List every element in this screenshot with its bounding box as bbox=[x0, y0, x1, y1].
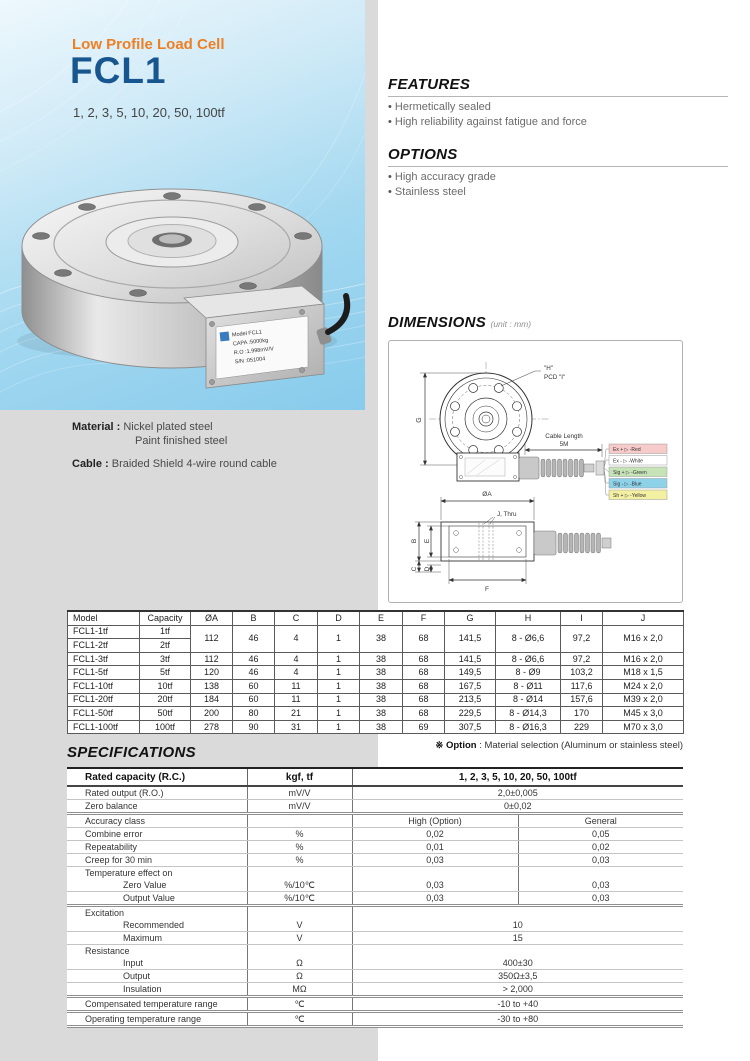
spec-unit-cell bbox=[247, 814, 352, 828]
dim-c-label: C bbox=[411, 566, 418, 572]
spec-unit-cell: % bbox=[247, 854, 352, 867]
svg-text:CAPA :5000kg: CAPA :5000kg bbox=[232, 337, 269, 348]
material-info bbox=[72, 420, 277, 471]
dim-value-cell: M39 x 2,0 bbox=[603, 693, 684, 707]
dim-value-cell: 68 bbox=[403, 666, 445, 680]
dim-value-cell: 80 bbox=[233, 707, 275, 721]
spec-param-cell: Output bbox=[67, 970, 247, 983]
thru-label: J, Thru bbox=[497, 511, 517, 518]
spec-value-cell: 0±0,02 bbox=[352, 800, 683, 814]
wire-label: Ex + ▷ -Red bbox=[613, 447, 641, 453]
spec-table-row bbox=[67, 828, 683, 841]
cable-length-value: 5M bbox=[559, 441, 569, 448]
dim-value-cell: 31 bbox=[275, 720, 318, 734]
dim-value-cell: 4 bbox=[275, 625, 318, 652]
spec-unit-cell: Ω bbox=[247, 970, 352, 983]
dim-column-header: B bbox=[233, 611, 275, 625]
spec-value-high-cell: High (Option) bbox=[352, 814, 518, 828]
option-note: ※ Option : Material selection (Aluminum or stainless steel) bbox=[435, 740, 683, 751]
dim-value-cell: 184 bbox=[191, 693, 233, 707]
dim-value-cell: 149,5 bbox=[445, 666, 496, 680]
dim-capacity-cell: 20tf bbox=[140, 693, 191, 707]
dimensions-title: DIMENSIONS (unit : mm) bbox=[388, 314, 532, 331]
dim-value-cell: 278 bbox=[191, 720, 233, 734]
dim-value-cell: 141,5 bbox=[445, 625, 496, 652]
dim-value-cell: 38 bbox=[360, 720, 403, 734]
dim-g-label: G bbox=[416, 417, 423, 423]
dim-value-cell: 90 bbox=[233, 720, 275, 734]
dim-value-cell: 103,2 bbox=[561, 666, 603, 680]
spec-unit-cell: mV/V bbox=[247, 800, 352, 814]
spec-value-general-cell: 0,03 bbox=[518, 879, 683, 892]
capacity-range-label: 1, 2, 3, 5, 10, 20, 50, 100tf bbox=[73, 105, 225, 120]
material-value-1: Nickel plated steel bbox=[123, 421, 213, 433]
spec-param-cell: Repeatability bbox=[67, 841, 247, 854]
spec-unit-cell: %/10℃ bbox=[247, 879, 352, 892]
spec-table-row bbox=[67, 919, 683, 932]
dim-value-cell: 38 bbox=[360, 679, 403, 693]
spec-table-row bbox=[67, 867, 683, 880]
spec-table-row bbox=[67, 957, 683, 970]
spec-param-cell: Accuracy class bbox=[67, 814, 247, 828]
spec-table-row bbox=[67, 906, 683, 920]
dim-oa-label: ØA bbox=[482, 491, 492, 498]
dim-value-cell: 8 - Ø16,3 bbox=[496, 720, 561, 734]
wire-label: Sig - ▷ -Blue bbox=[613, 481, 642, 488]
spec-value-cell: 350Ω±3,5 bbox=[352, 970, 683, 983]
wire-label: Sh + ▷ -Yellow bbox=[613, 493, 646, 499]
svg-text:S/N :051004: S/N :051004 bbox=[234, 356, 266, 366]
features-underline bbox=[388, 96, 728, 97]
spec-param-cell: Operating temperature range bbox=[67, 1012, 247, 1027]
dim-value-cell: 38 bbox=[360, 693, 403, 707]
dim-model-cell: FCL1-5tf bbox=[68, 666, 140, 680]
spec-unit-cell bbox=[247, 945, 352, 958]
dim-value-cell: M45 x 3,0 bbox=[603, 707, 684, 721]
dim-value-cell: 38 bbox=[360, 652, 403, 666]
wire-label: Ex - ▷ -White bbox=[613, 458, 643, 465]
dim-value-cell: 138 bbox=[191, 679, 233, 693]
dim-column-header: J bbox=[603, 611, 684, 625]
dim-value-cell: 38 bbox=[360, 666, 403, 680]
dim-value-cell: 1 bbox=[318, 720, 360, 734]
dim-value-cell: 8 - Ø9 bbox=[496, 666, 561, 680]
dim-value-cell: 68 bbox=[403, 679, 445, 693]
cable-length-label: Cable Length bbox=[545, 433, 583, 440]
spec-value-general-cell: 0,05 bbox=[518, 828, 683, 841]
spec-unit-cell: ℃ bbox=[247, 997, 352, 1012]
spec-table-row bbox=[67, 892, 683, 906]
spec-param-cell: Recommended bbox=[67, 919, 247, 932]
spec-header-unit: kgf, tf bbox=[247, 768, 352, 786]
dim-value-cell: 46 bbox=[233, 652, 275, 666]
dim-value-cell: 11 bbox=[275, 693, 318, 707]
spec-value-general-cell: 0,02 bbox=[518, 841, 683, 854]
material-label: Material : bbox=[72, 421, 121, 433]
dim-table-row bbox=[68, 693, 684, 707]
dim-d-label: D bbox=[424, 566, 431, 572]
spec-table-row bbox=[67, 814, 683, 828]
spec-table-row bbox=[67, 1012, 683, 1027]
dim-table-row bbox=[68, 666, 684, 680]
dim-value-cell: 46 bbox=[233, 666, 275, 680]
dim-table-row bbox=[68, 679, 684, 693]
dim-capacity-cell: 100tf bbox=[140, 720, 191, 734]
dim-column-header: C bbox=[275, 611, 318, 625]
dim-value-cell: 46 bbox=[233, 625, 275, 652]
dimensions-table bbox=[67, 610, 684, 734]
dim-value-cell: M18 x 1,5 bbox=[603, 666, 684, 680]
spec-value-high-cell: 0,03 bbox=[352, 854, 518, 867]
dim-column-header: G bbox=[445, 611, 496, 625]
spec-value-high-cell bbox=[352, 867, 518, 880]
dim-value-cell: 8 - Ø6,6 bbox=[496, 652, 561, 666]
dim-value-cell: 69 bbox=[403, 720, 445, 734]
spec-unit-cell: % bbox=[247, 841, 352, 854]
dim-value-cell: M70 x 3,0 bbox=[603, 720, 684, 734]
spec-param-cell: Insulation bbox=[67, 983, 247, 997]
dim-value-cell: 112 bbox=[191, 652, 233, 666]
dim-value-cell: 120 bbox=[191, 666, 233, 680]
spec-value-cell: 400±30 bbox=[352, 957, 683, 970]
dim-model-cell: FCL1-20tf bbox=[68, 693, 140, 707]
spec-table-row bbox=[67, 970, 683, 983]
dim-value-cell: 68 bbox=[403, 707, 445, 721]
dim-model-cell: FCL1-10tf bbox=[68, 679, 140, 693]
dim-value-cell: 4 bbox=[275, 652, 318, 666]
dim-capacity-cell: 50tf bbox=[140, 707, 191, 721]
spec-value-cell bbox=[352, 945, 683, 958]
dim-model-cell: FCL1-50tf bbox=[68, 707, 140, 721]
spec-value-cell: 10 bbox=[352, 919, 683, 932]
dim-value-cell: 4 bbox=[275, 666, 318, 680]
spec-param-cell: Input bbox=[67, 957, 247, 970]
dim-model-cell: FCL1-1tf bbox=[68, 625, 140, 639]
spec-table-row bbox=[67, 932, 683, 945]
dim-value-cell: 68 bbox=[403, 625, 445, 652]
spec-param-cell: Rated output (R.O.) bbox=[67, 786, 247, 800]
dimensions-drawing bbox=[389, 341, 682, 602]
spec-value-general-cell bbox=[518, 867, 683, 880]
options-title: OPTIONS bbox=[388, 146, 458, 163]
spec-param-cell: Output Value bbox=[67, 892, 247, 906]
hole-count-label: "H" bbox=[544, 365, 554, 372]
dim-value-cell: 157,6 bbox=[561, 693, 603, 707]
spec-table-row bbox=[67, 854, 683, 867]
dim-capacity-cell: 5tf bbox=[140, 666, 191, 680]
dim-f-label: F bbox=[485, 586, 489, 593]
product-type-label: Low Profile Load Cell bbox=[72, 36, 225, 53]
pcd-label: PCD "I" bbox=[544, 374, 566, 381]
material-value-2: Paint finished steel bbox=[135, 435, 228, 447]
dim-value-cell: 97,2 bbox=[561, 652, 603, 666]
dim-value-cell: 68 bbox=[403, 693, 445, 707]
option-item: • High accuracy grade bbox=[388, 170, 728, 185]
feature-item: • Hermetically sealed bbox=[388, 100, 728, 115]
cable-label: Cable : bbox=[72, 458, 109, 470]
dim-value-cell: 213,5 bbox=[445, 693, 496, 707]
spec-table-header bbox=[67, 768, 683, 786]
dim-model-cell: FCL1-2tf bbox=[68, 639, 140, 653]
dim-value-cell: 11 bbox=[275, 679, 318, 693]
spec-header-value: 1, 2, 3, 5, 10, 20, 50, 100tf bbox=[352, 768, 683, 786]
spec-value-high-cell: 0,02 bbox=[352, 828, 518, 841]
dim-value-cell: 38 bbox=[360, 625, 403, 652]
dim-value-cell: 8 - Ø14,3 bbox=[496, 707, 561, 721]
dim-value-cell: 167,5 bbox=[445, 679, 496, 693]
dim-table-row bbox=[68, 707, 684, 721]
dim-table-row bbox=[68, 652, 684, 666]
dim-value-cell: 170 bbox=[561, 707, 603, 721]
svg-text:Model FCL1: Model FCL1 bbox=[231, 329, 263, 339]
specifications-table bbox=[67, 767, 683, 1028]
spec-value-general-cell: General bbox=[518, 814, 683, 828]
spec-value-cell bbox=[352, 906, 683, 920]
dim-capacity-cell: 2tf bbox=[140, 639, 191, 653]
model-title: FCL1 bbox=[70, 50, 167, 91]
dim-value-cell: 97,2 bbox=[561, 625, 603, 652]
dim-column-header: I bbox=[561, 611, 603, 625]
spec-param-cell: Zero Value bbox=[67, 879, 247, 892]
spec-value-general-cell: 0,03 bbox=[518, 854, 683, 867]
dimensions-table-body bbox=[68, 625, 684, 734]
spec-unit-cell: Ω bbox=[247, 957, 352, 970]
option-item: • Stainless steel bbox=[388, 185, 728, 200]
spec-unit-cell: V bbox=[247, 932, 352, 945]
dim-value-cell: 60 bbox=[233, 693, 275, 707]
dim-column-header: ØA bbox=[191, 611, 233, 625]
dim-value-cell: 141,5 bbox=[445, 652, 496, 666]
spec-table-row bbox=[67, 786, 683, 800]
features-title: FEATURES bbox=[388, 76, 471, 93]
spec-value-cell: -10 to +40 bbox=[352, 997, 683, 1012]
dim-value-cell: 307,5 bbox=[445, 720, 496, 734]
spec-value-cell: > 2,000 bbox=[352, 983, 683, 997]
dim-capacity-cell: 10tf bbox=[140, 679, 191, 693]
unit-note: (unit : mm) bbox=[490, 319, 532, 329]
spec-table-body bbox=[67, 786, 683, 1027]
dim-value-cell: 8 - Ø14 bbox=[496, 693, 561, 707]
dim-value-cell: 112 bbox=[191, 625, 233, 652]
spec-unit-cell: % bbox=[247, 828, 352, 841]
spec-param-cell: Temperature effect on bbox=[67, 867, 247, 880]
spec-table-row bbox=[67, 997, 683, 1012]
dim-value-cell: 1 bbox=[318, 625, 360, 652]
dim-b-label: B bbox=[411, 538, 418, 544]
dim-value-cell: 229 bbox=[561, 720, 603, 734]
spec-unit-cell: %/10℃ bbox=[247, 892, 352, 906]
features-list bbox=[388, 100, 728, 130]
spec-unit-cell bbox=[247, 906, 352, 920]
spec-table-row bbox=[67, 841, 683, 854]
dim-value-cell: 229,5 bbox=[445, 707, 496, 721]
spec-unit-cell: mV/V bbox=[247, 786, 352, 800]
product-photo bbox=[2, 146, 358, 410]
spec-table-row bbox=[67, 879, 683, 892]
dim-value-cell: 117,6 bbox=[561, 679, 603, 693]
dim-value-cell: 21 bbox=[275, 707, 318, 721]
dim-model-cell: FCL1-3tf bbox=[68, 652, 140, 666]
dim-value-cell: 1 bbox=[318, 707, 360, 721]
cable-corrugation bbox=[541, 459, 584, 477]
spec-header-param: Rated capacity (R.C.) bbox=[67, 768, 247, 786]
specifications-title: SPECIFICATIONS bbox=[67, 744, 196, 761]
dim-value-cell: 38 bbox=[360, 707, 403, 721]
spec-param-cell: Excitation bbox=[67, 906, 247, 920]
dim-value-cell: 8 - Ø6,6 bbox=[496, 625, 561, 652]
spec-value-cell: -30 to +80 bbox=[352, 1012, 683, 1027]
dim-table-row bbox=[68, 625, 684, 639]
spec-param-cell: Resistance bbox=[67, 945, 247, 958]
dim-column-header: H bbox=[496, 611, 561, 625]
options-list bbox=[388, 170, 728, 200]
dim-e-label: E bbox=[424, 538, 431, 544]
dim-capacity-cell: 1tf bbox=[140, 625, 191, 639]
hero-panel bbox=[0, 0, 365, 410]
spec-unit-cell: MΩ bbox=[247, 983, 352, 997]
spec-table-row bbox=[67, 983, 683, 997]
spec-value-general-cell: 0,03 bbox=[518, 892, 683, 906]
dim-value-cell: 1 bbox=[318, 693, 360, 707]
dim-column-header: F bbox=[403, 611, 445, 625]
feature-item: • High reliability against fatigue and force bbox=[388, 115, 728, 130]
spec-param-cell: Maximum bbox=[67, 932, 247, 945]
dim-value-cell: 1 bbox=[318, 652, 360, 666]
dim-value-cell: 1 bbox=[318, 666, 360, 680]
spec-unit-cell: V bbox=[247, 919, 352, 932]
spec-param-cell: Creep for 30 min bbox=[67, 854, 247, 867]
spec-value-cell: 2,0±0,005 bbox=[352, 786, 683, 800]
dim-column-header: D bbox=[318, 611, 360, 625]
wire-legend bbox=[604, 444, 667, 500]
dimensions-drawing-box bbox=[388, 340, 683, 603]
spec-param-cell: Combine error bbox=[67, 828, 247, 841]
cable bbox=[328, 296, 347, 332]
svg-text:R.O :1.998mV/V: R.O :1.998mV/V bbox=[233, 346, 275, 357]
dim-value-cell: 200 bbox=[191, 707, 233, 721]
spec-value-high-cell: 0,01 bbox=[352, 841, 518, 854]
dim-table-row bbox=[68, 720, 684, 734]
spec-value-high-cell: 0,03 bbox=[352, 892, 518, 906]
dim-value-cell: 8 - Ø11 bbox=[496, 679, 561, 693]
options-underline bbox=[388, 166, 728, 167]
cable-value: Braided Shield 4-wire round cable bbox=[111, 458, 277, 470]
dim-column-header: Capacity bbox=[140, 611, 191, 625]
dim-column-header: Model bbox=[68, 611, 140, 625]
spec-value-high-cell: 0,03 bbox=[352, 879, 518, 892]
dim-value-cell: 1 bbox=[318, 679, 360, 693]
dim-value-cell: M24 x 2,0 bbox=[603, 679, 684, 693]
dimensions-table-header bbox=[68, 611, 684, 625]
spec-table-row bbox=[67, 800, 683, 814]
dim-model-cell: FCL1-100tf bbox=[68, 720, 140, 734]
spec-param-cell: Zero balance bbox=[67, 800, 247, 814]
wire-label: Sig + ▷ -Green bbox=[613, 470, 647, 476]
dim-column-header: E bbox=[360, 611, 403, 625]
dim-value-cell: M16 x 2,0 bbox=[603, 652, 684, 666]
spec-unit-cell: ℃ bbox=[247, 1012, 352, 1027]
spec-param-cell: Compensated temperature range bbox=[67, 997, 247, 1012]
dim-value-cell: M16 x 2,0 bbox=[603, 625, 684, 652]
dim-value-cell: 68 bbox=[403, 652, 445, 666]
dim-value-cell: 60 bbox=[233, 679, 275, 693]
spec-unit-cell bbox=[247, 867, 352, 880]
spec-table-row bbox=[67, 945, 683, 958]
spec-value-cell: 15 bbox=[352, 932, 683, 945]
dim-capacity-cell: 3tf bbox=[140, 652, 191, 666]
